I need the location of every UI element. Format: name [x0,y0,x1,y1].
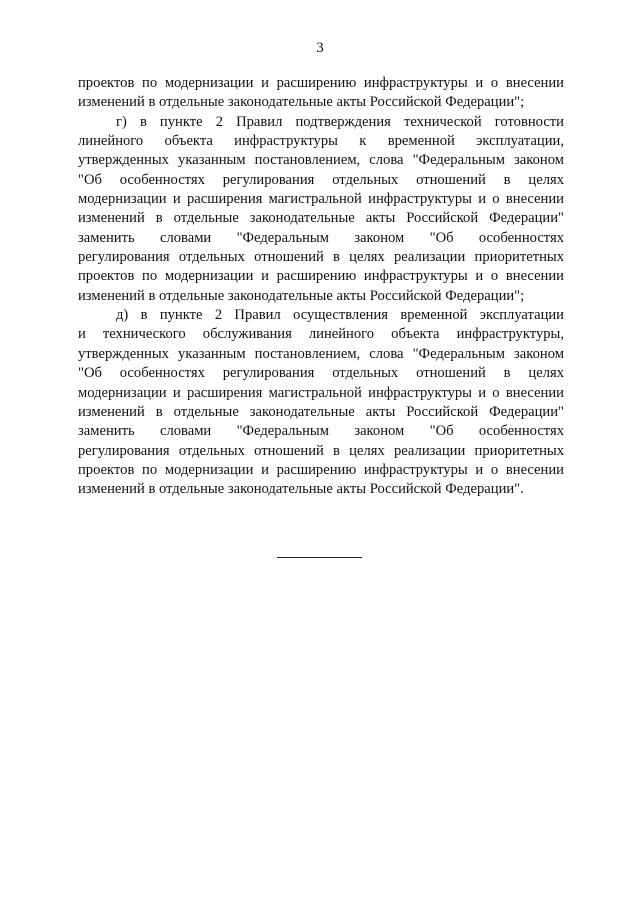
text-line: утвержденных указанным постановлением, слова "Федеральным законом [78,152,564,169]
text-line: заменить словами "Федеральным законом "Об особенностях [78,229,564,246]
text-line: д) в пункте 2 Правил осуществления временной эксплуатации [116,307,564,324]
text-line: изменений в отдельные законодательные акты Российской Федерации" [78,210,564,227]
text-line: изменений в отдельные законодательные акты Российской Федерации". [78,481,524,498]
end-separator-line [277,557,362,558]
text-line: проектов по модернизации и расширению инфраструктуры и о внесении [78,268,564,285]
text-line: заменить словами "Федеральным законом "Об особенностях [78,423,564,440]
text-line: "Об особенностях регулирования отдельных отношений в целях [78,171,564,188]
text-line: и технического обслуживания линейного объекта инфраструктуры, [78,326,564,343]
text-line: г) в пункте 2 Правил подтверждения технической готовности [116,113,564,130]
text-line: "Об особенностях регулирования отдельных отношений в целях [78,365,564,382]
text-line: регулирования отдельных отношений в целях реализации приоритетных [78,249,564,266]
document-body [78,74,564,500]
text-line: утвержденных указанным постановлением, слова "Федеральным законом [78,345,564,362]
text-line: регулирования отдельных отношений в целях реализации приоритетных [78,442,564,459]
text-line: изменений в отдельные законодательные акты Российской Федерации"; [78,94,525,111]
page-number: 3 [316,40,324,56]
text-line: изменений в отдельные законодательные акты Российской Федерации" [78,403,564,420]
text-line: линейного объекта инфраструктуры к временной эксплуатации, [78,133,564,150]
text-line: проектов по модернизации и расширению инфраструктуры и о внесении [78,461,564,478]
text-line: проектов по модернизации и расширению инфраструктуры и о внесении [78,75,564,91]
text-line: модернизации и расширения магистральной инфраструктуры и о внесении [78,191,564,208]
text-line: модернизации и расширения магистральной инфраструктуры и о внесении [78,384,564,401]
text-line: изменений в отдельные законодательные акты Российской Федерации"; [78,287,525,304]
